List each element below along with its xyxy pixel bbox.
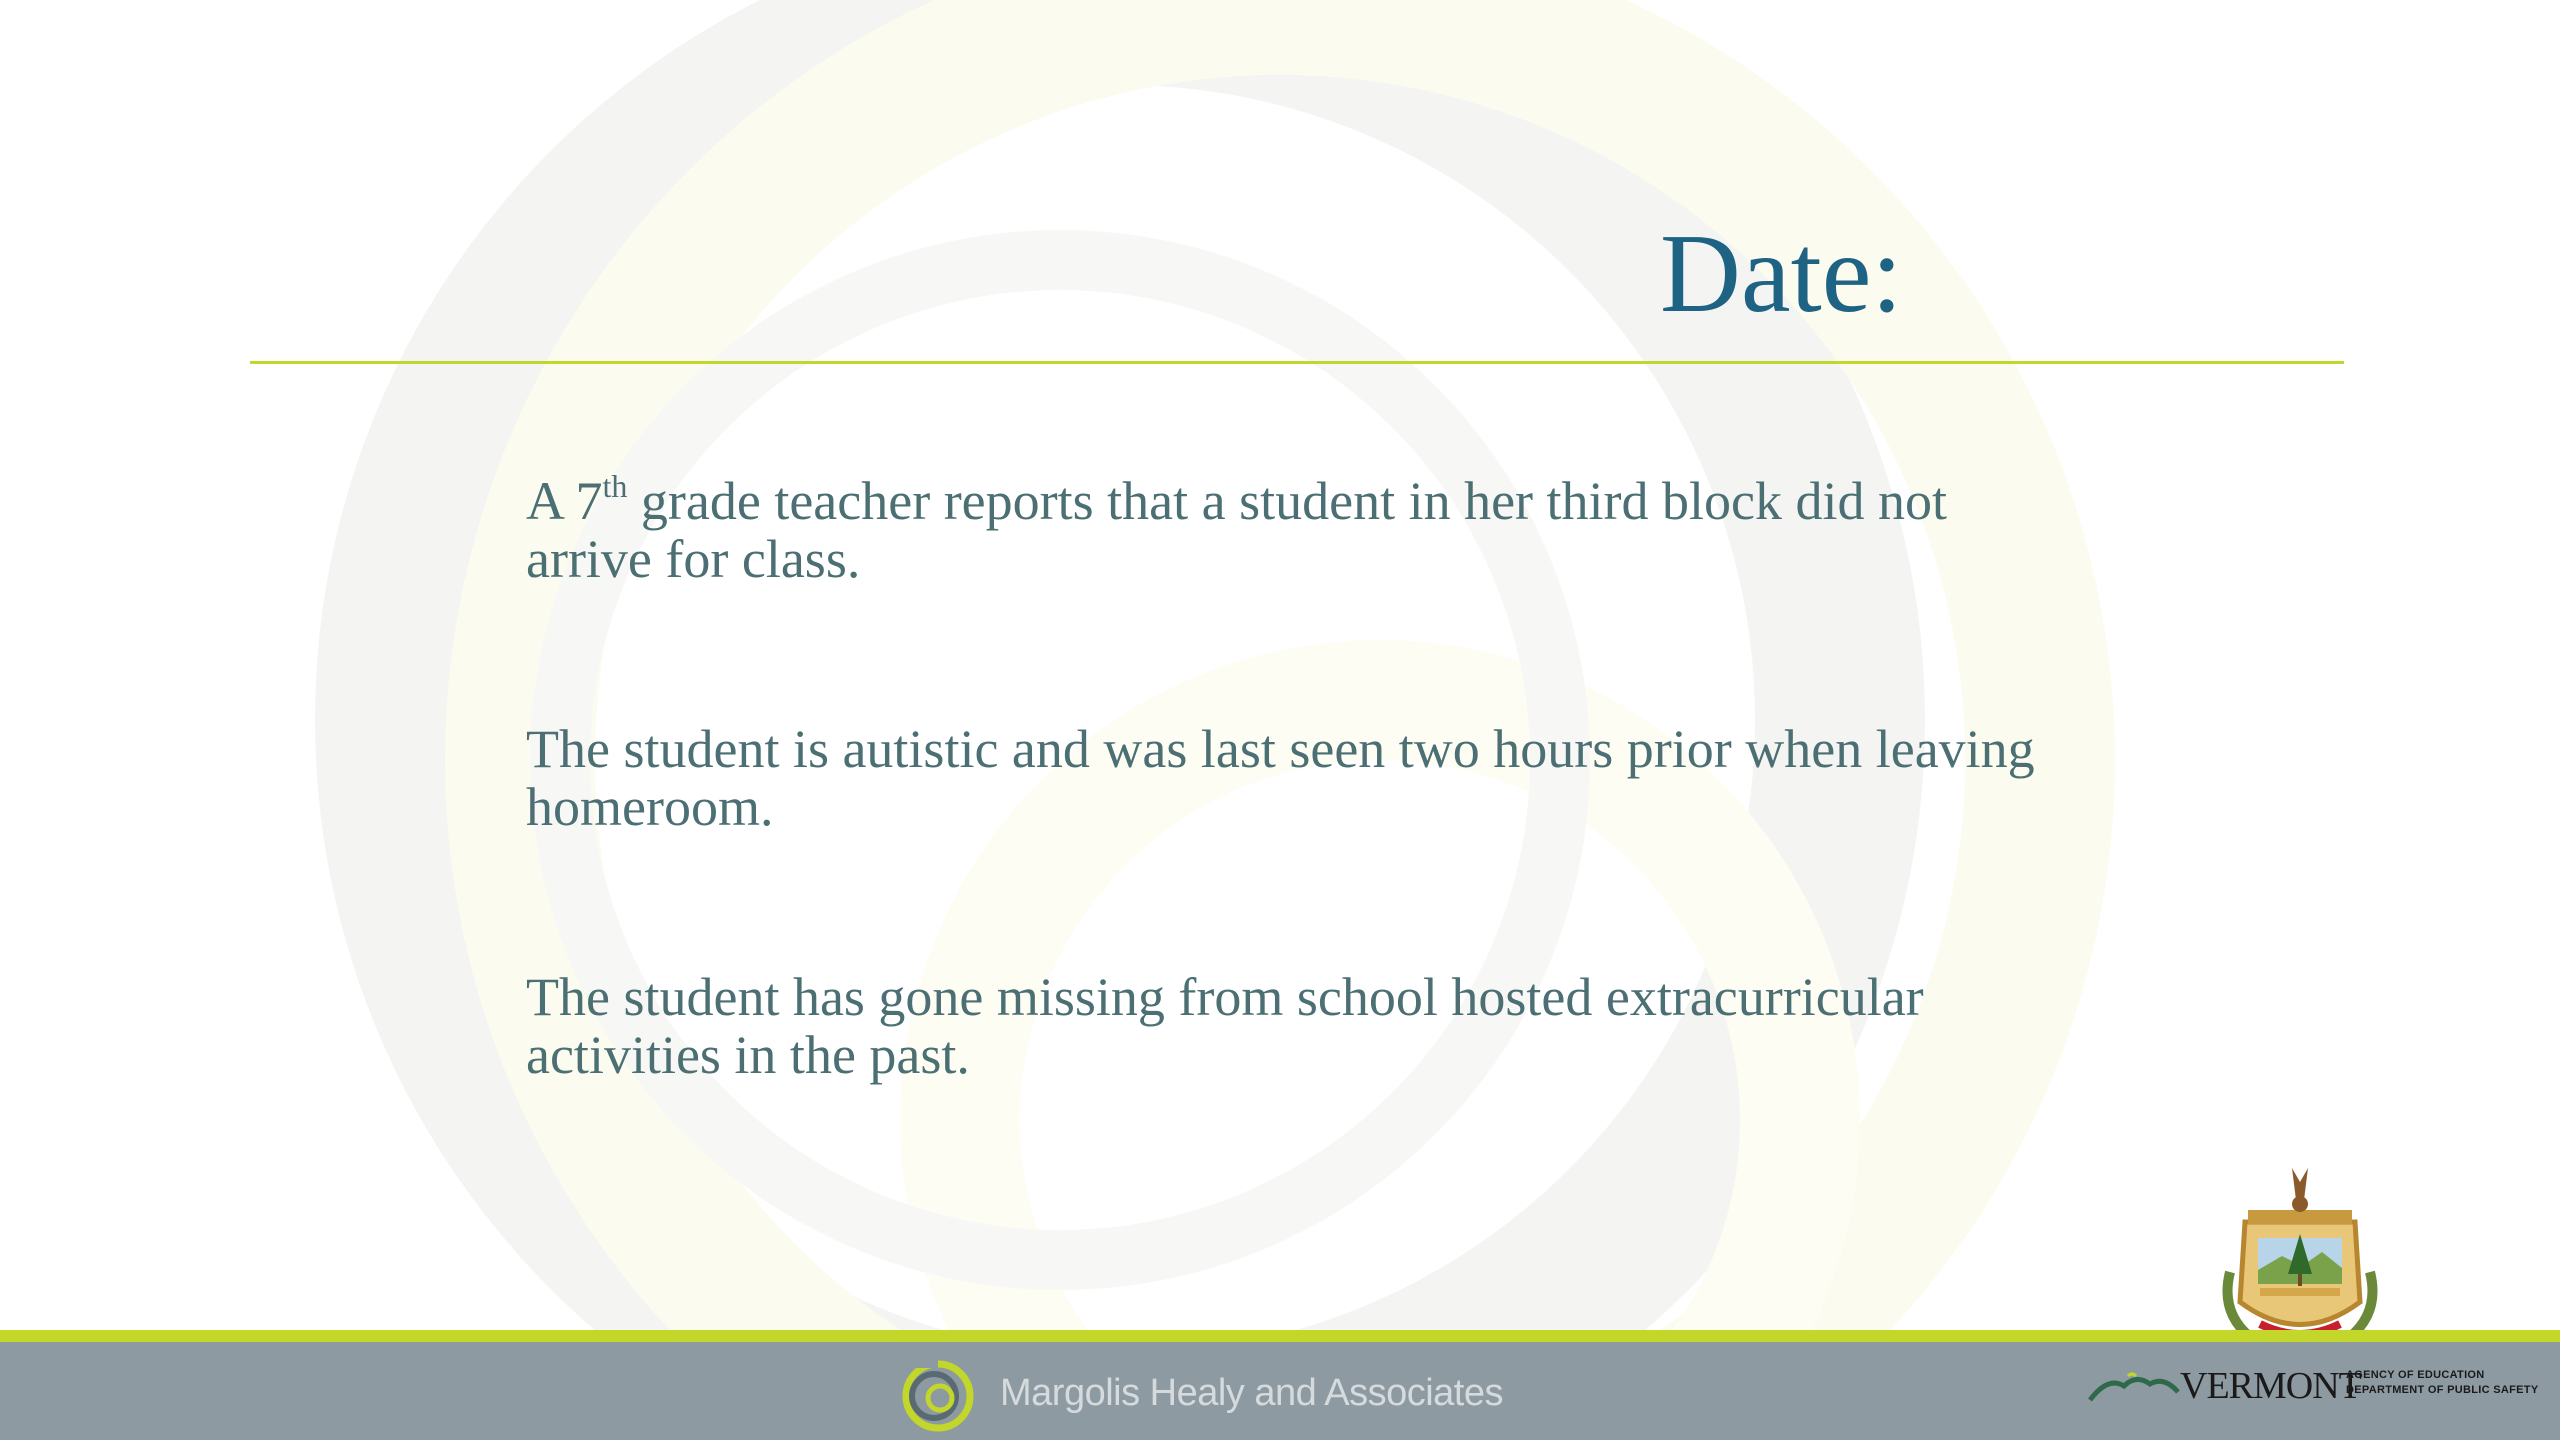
slide-title: Date:: [1660, 212, 1903, 336]
vermont-wordmark: VERMONT: [2180, 1365, 2361, 1407]
bullet-item: The student has gone missing from school hosted extracurricular activities in the past.: [526, 967, 1924, 1085]
vermont-agencies: [2346, 1368, 2538, 1398]
agency-line: AGENCY OF EDUCATION: [2346, 1369, 2485, 1381]
agency-line: DEPARTMENT OF PUBLIC SAFETY: [2346, 1384, 2539, 1396]
bullet-item: [526, 468, 2086, 589]
footer-accent-stripe: [0, 1330, 2560, 1342]
bullet-text-rest: grade teacher reports that a student in her third block did not arrive for class.: [526, 471, 1947, 589]
margolis-healy-swirl-logo-icon: [898, 1346, 990, 1438]
vermont-state-seal-icon: [2210, 1162, 2390, 1352]
bullet-item: The student is autistic and was last seen two hours prior when leaving homeroom.: [526, 719, 2035, 837]
ordinal-superscript: th: [602, 468, 628, 504]
bullet-text-prefix: A 7: [526, 471, 603, 531]
company-name: Margolis Healy and Associates: [1000, 1372, 1503, 1414]
bullet-list: [526, 468, 2086, 1216]
title-divider: [250, 361, 2344, 364]
vermont-mountain-icon: [2088, 1370, 2180, 1404]
